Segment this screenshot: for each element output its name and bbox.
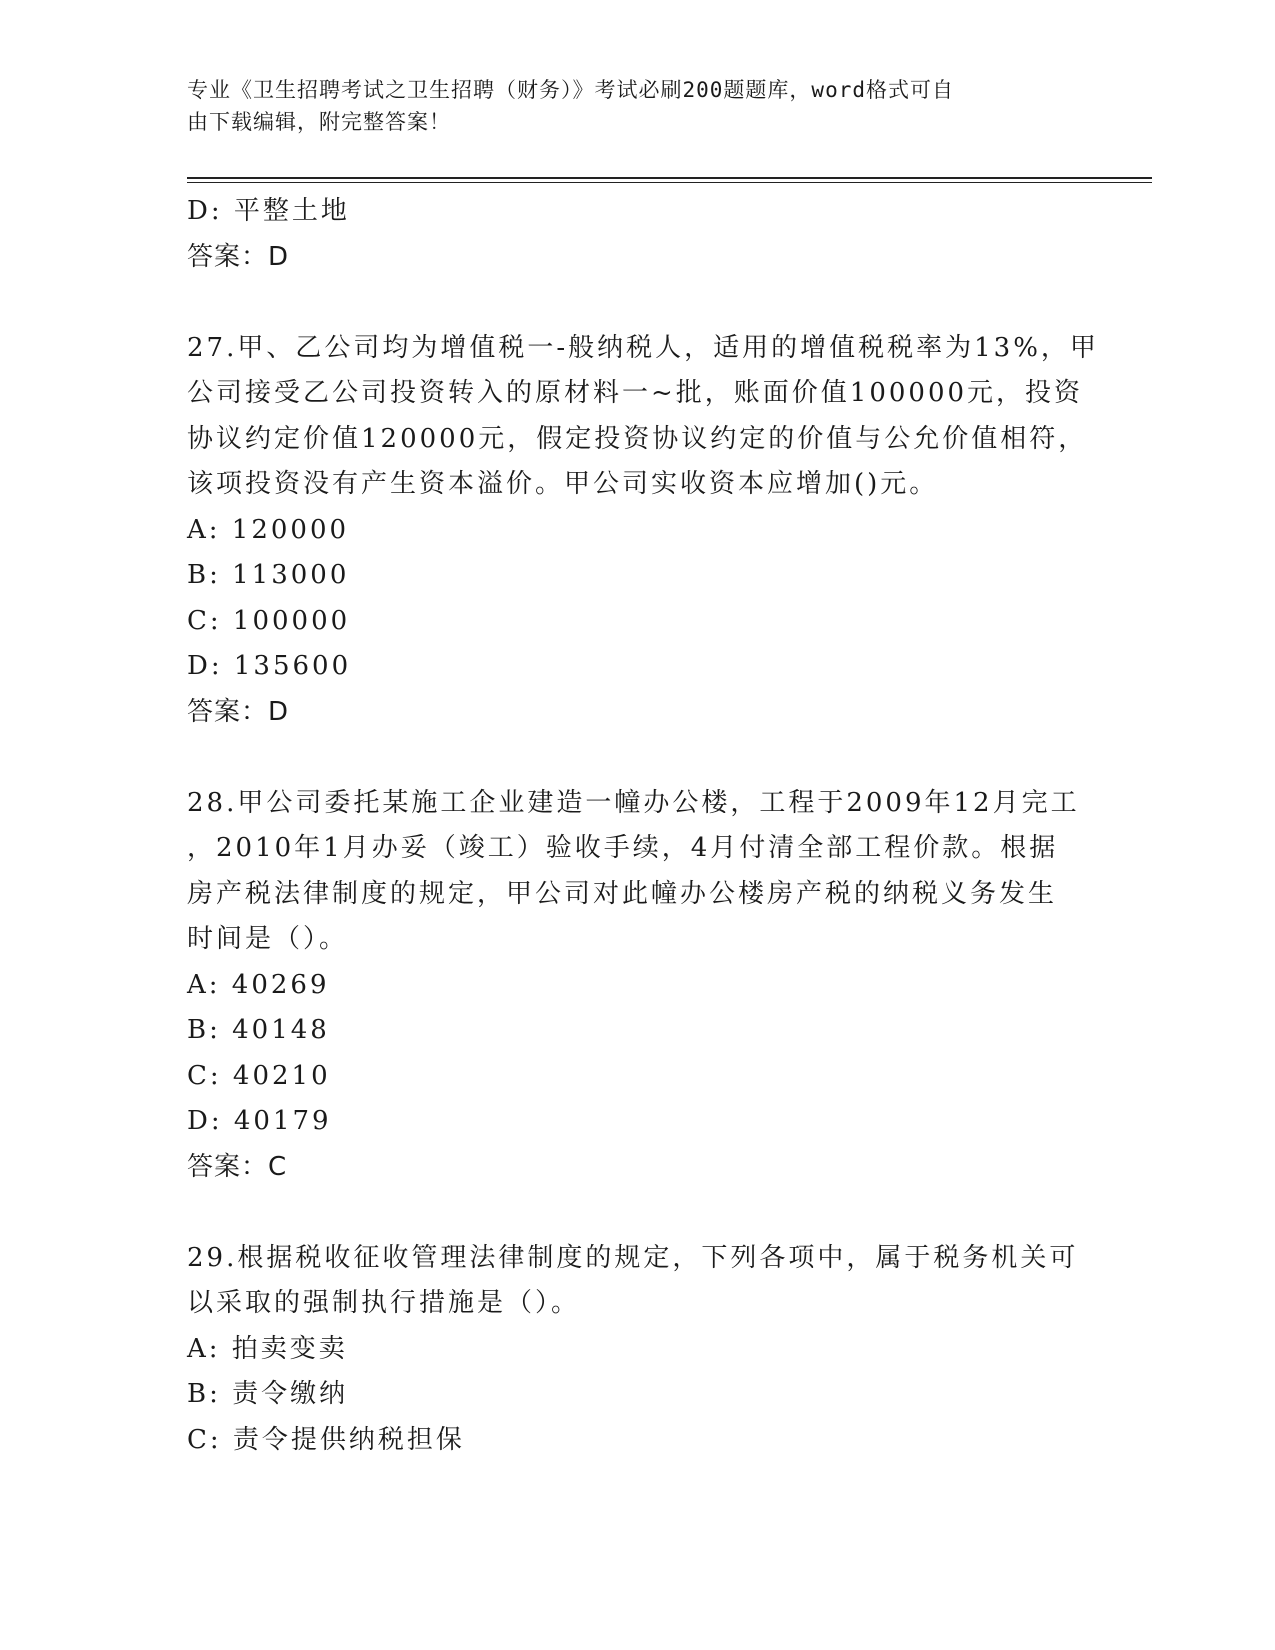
option-b: B: 40148 [187,1015,330,1045]
question-stem-line: 27.甲、乙公司均为增值税一-般纳税人，适用的增值税税率为13%，甲 [187,332,1099,363]
header-divider-thin [187,182,1152,183]
spacer [187,735,1087,781]
question-stem-line: 协议约定价值120000元，假定投资协议约定的价值与公允价值相符， [187,423,1088,454]
option-c: C: 责令提供纳税担保 [187,1424,465,1455]
option-a: A: 40269 [187,969,330,1000]
header-line-1: 专业《卫生招聘考试之卫生招聘（财务）》考试必刷200题题库，word格式可自 [187,78,954,102]
option-c: C: 40210 [187,1060,331,1091]
answer: 答案：D [187,696,290,727]
option-b: B: 113000 [187,560,350,590]
question-26-tail [187,189,1087,280]
question-stem-line: 以采取的强制执行措施是（）。 [187,1288,581,1318]
spacer [187,1190,1087,1236]
question-stem-line: 公司接受乙公司投资转入的原材料一~批，账面价值100000元，投资 [187,378,1084,408]
option-c: C: 100000 [187,605,351,636]
option-a: A: 拍卖变卖 [187,1333,348,1364]
option-a: A: 120000 [187,514,350,545]
option-d: D: 平整土地 [187,196,350,226]
question-stem-line: ，2010年1月办妥（竣工）验收手续，4月付清全部工程价款。根据 [187,833,1059,863]
question-stem-line: 该项投资没有产生资本溢价。甲公司实收资本应增加()元。 [187,469,939,499]
question-27 [187,326,1099,736]
question-stem-line: 房产税法律制度的规定，甲公司对此幢办公楼房产税的纳税义务发生 [187,878,1058,909]
answer: 答案：C [187,1151,288,1182]
header-line-2: 由下载编辑，附完整答案！ [187,110,451,134]
header-divider-thick [187,177,1152,179]
option-d: D: 135600 [187,651,352,681]
page-content [187,189,1099,1463]
question-stem-line: 时间是（）。 [187,924,349,954]
answer: 答案：D [187,241,290,272]
spacer [187,280,1087,326]
question-stem-line: 29.根据税收征收管理法律制度的规定，下列各项中，属于税务机关可 [187,1242,1079,1273]
option-d: D: 40179 [187,1106,332,1136]
question-28 [187,781,1087,1191]
page-header [187,74,1067,138]
option-b: B: 责令缴纳 [187,1379,349,1409]
question-stem-line: 28.甲公司委托某施工企业建造一幢办公楼，工程于2009年12月完工 [187,787,1080,818]
question-29 [187,1236,1087,1464]
